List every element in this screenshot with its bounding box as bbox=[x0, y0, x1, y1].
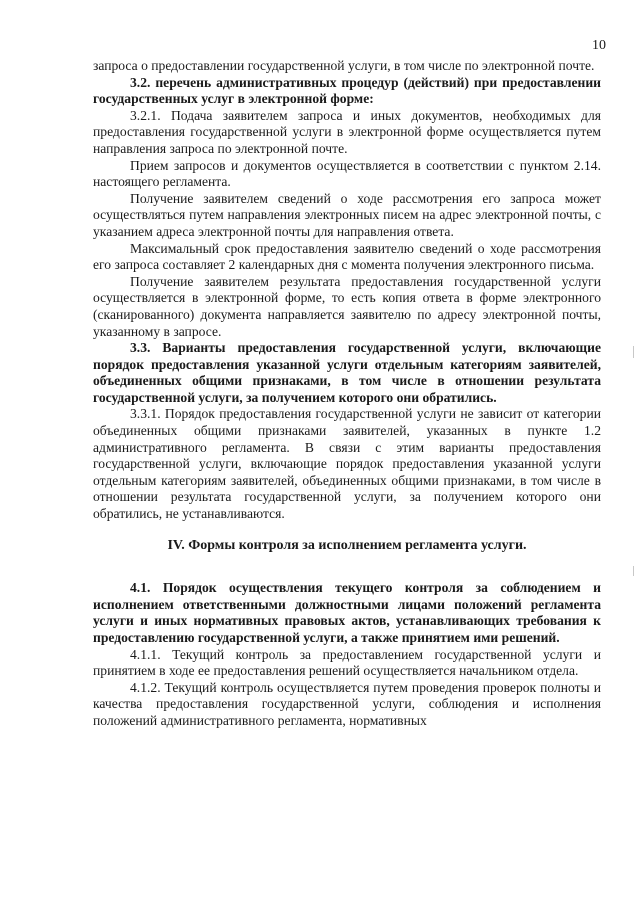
document-body bbox=[93, 58, 601, 730]
paragraph-3-2-1: 3.2.1. Подача заявителем запроса и иных документов, необходимых для предоставления государственной услуги в электронной форме осуществляется путем направления запроса по электронной почте. bbox=[93, 107, 601, 156]
paragraph-result: Получение заявителем результата предоставления государственной услуги осуществляется в электронной форме, то есть копия ответа в форме электронного (сканированного) документа направляется заявителю по адресу электронной почты, указанному в запросе. bbox=[93, 273, 601, 339]
paragraph-3-3-1: 3.3.1. Порядок предоставления государственной услуги не зависит от категории объединенных общими признаками заявителей, указанных в пункте 1.2 административного регламента. В связи с этим варианты предоставления государственной услуги, включающие порядок предоставления указанной услуги отдельным категориям заявителей, объединенных общими признаками, в том числе в отношении результата государственной услуги, за получением которого они обратились, не устанавливаются. bbox=[93, 406, 601, 522]
paragraph-requests: Прием запросов и документов осуществляется в соответствии с пунктом 2.14. настоящего регламента. bbox=[93, 157, 601, 190]
heading-3-2: 3.2. перечень административных процедур (действий) при предоставлении государственных услуг в электронной форме: bbox=[93, 74, 601, 107]
heading-3-3: 3.3. Варианты предоставления государственной услуги, включающие порядок предоставления указанной услуги отдельным категориям заявителей, объединенных общими признаками, в том числе в отношении результата государственной услуги, за получением которого они обратились. bbox=[93, 340, 601, 405]
paragraph-max-term: Максимальный срок предоставления заявителю сведений о ходе рассмотрения его запроса составляет 2 календарных дня с момента получения электронного письма. bbox=[93, 240, 601, 273]
paragraph-status-info: Получение заявителем сведений о ходе рассмотрения его запроса может осуществляться путем направления электронных писем на адрес электронной почты, с указанием адреса электронной почты для направления ответа. bbox=[93, 190, 601, 239]
scan-artifact-mark bbox=[633, 346, 634, 358]
heading-4-1: 4.1. Порядок осуществления текущего контроля за соблюдением и исполнением ответственными должностными лицами положений регламента услуги и иных нормативных правовых актов, устанавливающих требования к предоставлению государственной услуги, а также принятием ими решений. bbox=[93, 580, 601, 645]
scan-artifact-mark bbox=[633, 566, 634, 576]
paragraph-4-1-1: 4.1.1. Текущий контроль за предоставлением государственной услуги и принятием в ходе ее предоставления решений осуществляется начальником отдела. bbox=[93, 646, 601, 679]
paragraph-continuation: запроса о предоставлении государственной услуги, в том числе по электронной почте. bbox=[93, 58, 595, 73]
section-title-iv: IV. Формы контроля за исполнением регламента услуги. bbox=[167, 537, 527, 553]
paragraph-4-1-2: 4.1.2. Текущий контроль осуществляется путем проведения проверок полноты и качества предоставления государственной услуги, соблюдения и исполнения положений административного регламента, нормативных bbox=[93, 679, 601, 728]
page-number: 10 bbox=[592, 38, 606, 53]
